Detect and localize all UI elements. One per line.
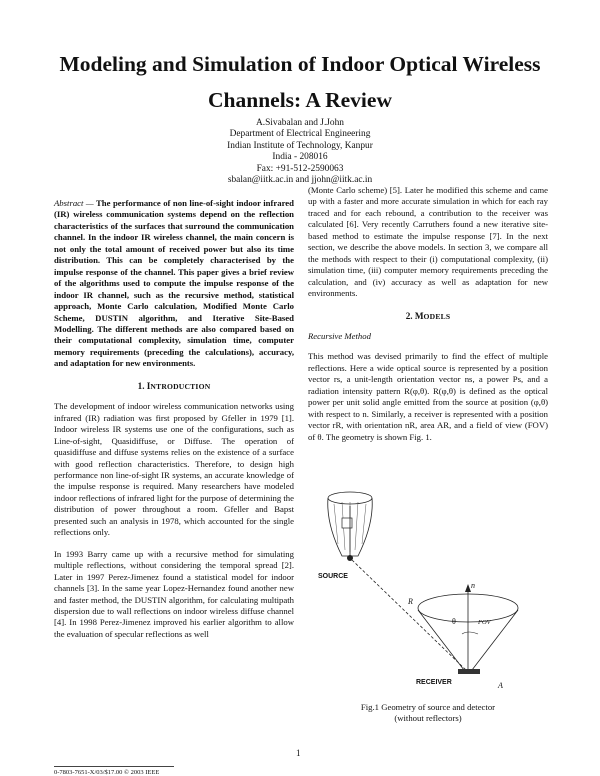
copyright-footnote: 0-7803-7651-X/03/$17.00 © 2003 IEEE [54, 769, 160, 776]
author-block [150, 118, 450, 186]
paper-title-line-1: Modeling and Simulation of Indoor Optical Wireless [59, 52, 541, 76]
source-detector-geometry-figure [312, 484, 548, 694]
figure-caption [308, 702, 548, 724]
fov-arc [462, 632, 478, 634]
receiver-fov-label: FOV [478, 619, 491, 626]
receiver-n-label: n [471, 581, 475, 590]
right-paragraph-1: (Monte Carlo scheme) [5]. Later he modified this scheme and came up with a faster and more accurate simulation in which for each ray traced and for each rebound, a contribution to the receiver was calculated [6]. Very recently Carruthers found a new iterative site-based method to estimate the impulse response [7]. In the next section, we describe the above models. In section 3, we compare all the methods with respect to their (i) computational complexity, (ii) simulation time, (iii) computer memory requirements preceding the calculation, and (iv) accuracy as well as adaptation for new environments. [308, 185, 548, 299]
ray-line [352, 560, 466, 670]
abstract-body: The performance of non line-of-sight indoor infrared (IR) wireless communication systems depend on the reflection characteristics of the surfaces that surround the communication channel. In the indoor IR wireless channel, the main concern is not only the total amount of received power but also its time distribution. This can be completely characterised by the impulse response of the channel. This paper gives a brief review of the algorithms used to compute the impulse response of the indoor IR channel, such as the recursive method, statistical approach, Monte Carlo calculation, Modified Monte Carlo Scheme, DUSTIN algorithm, and Iterative Site-Based Modelling. The different methods are also compared based on their computational complexity, simulation time, computer memory requirements (preceding the calculations), accuracy, and adaptation for new environments. [54, 198, 294, 369]
receiver-label: RECEIVER [416, 679, 452, 686]
author-location: India - 208016 [272, 152, 328, 163]
source-label: SOURCE [318, 573, 348, 580]
author-email: sbalan@iitk.ac.in and jjohn@iitk.ac.in [227, 175, 373, 186]
author-institute: Indian Institute of Technology, Kanpur [227, 140, 373, 151]
caption-line-2: (without reflectors) [394, 713, 462, 723]
subsection-heading-recursive: Recursive Method [308, 330, 371, 341]
receiver-cone-left [418, 610, 464, 670]
author-fax: Fax: +91-512-2590063 [256, 163, 344, 174]
page-number: 1 [296, 748, 301, 758]
recursive-paragraph: This method was devised primarily to find the effect of multiple reflections. Here a wide optical source is represented by a position vector rs, a unit-length orientation vector ns, a power Ps, and a radiation intensity pattern R(φ,θ). R(φ,θ) is defined as the optical power per unit solid angle emitted from the source at position (φ,θ) with respect to n. Similarly, a receiver is represented with a position vector rR, with orientation nR, area AR, and a field of view (FOV) of θ. The geometry is shown Fig. 1. [308, 351, 548, 442]
intro-paragraph-2: In 1993 Barry came up with a recursive method for simulating multiple reflections, without considering the temporal spread [2]. Later in 1997 Perez-Jimenez found a statistical model for indoor channels [3]. In the same year Lopez-Hernandez found another new and faster method, the DUSTIN algorithm, for calculating multipath dispersion due to wall reflections on indoor wireless diffuse channel [4]. In 1998 Perez-Jimenez improved his earlier algorithm to allow the evaluation of specular reflections as well [54, 548, 294, 639]
author-department: Department of Electrical Engineering [229, 129, 371, 140]
ray-r-label: R [408, 597, 413, 606]
footnote-divider [54, 766, 174, 767]
author-names: A.Sivabalan and J.John [255, 118, 344, 128]
abstract [54, 198, 294, 370]
caption-line-1: Fig.1 Geometry of source and detector [360, 702, 496, 712]
receiver-area-label: A [498, 681, 503, 690]
right-column [308, 185, 548, 443]
intro-paragraph-1: The development of indoor wireless communication networks using infrared (IR) radiation was first proposed by Gfeller in 1979 [1]. Indoor wireless IR systems use one of the configurations, such as Line-of-sight, Quasidiffuse, or Diffuse. The operation of quasidiffuse and diffuse systems relies on the existence of a surface with good reflection characteristics. Therefore, to design high performance non line-of-sight IR systems, an accurate knowledge of the impulse response is required. Many researchers have modeled indoor reflections of infrared light for the purpose of determining the distribution of power throughout a room. Gfeller and Bapst presented such an analysis in 1978, which accounted for the single reflections only. [54, 401, 294, 538]
section-heading-models: 2. MODELS [405, 310, 451, 321]
section-heading-introduction: 1. INTRODUCTION [137, 380, 211, 391]
receiver-detector [458, 669, 480, 674]
paper-title-line-2: Channels: A Review [208, 88, 392, 112]
left-column [54, 198, 294, 640]
source-box [342, 518, 352, 528]
abstract-lead: Abstract — [54, 198, 94, 208]
receiver-theta-label: θ [452, 617, 456, 626]
